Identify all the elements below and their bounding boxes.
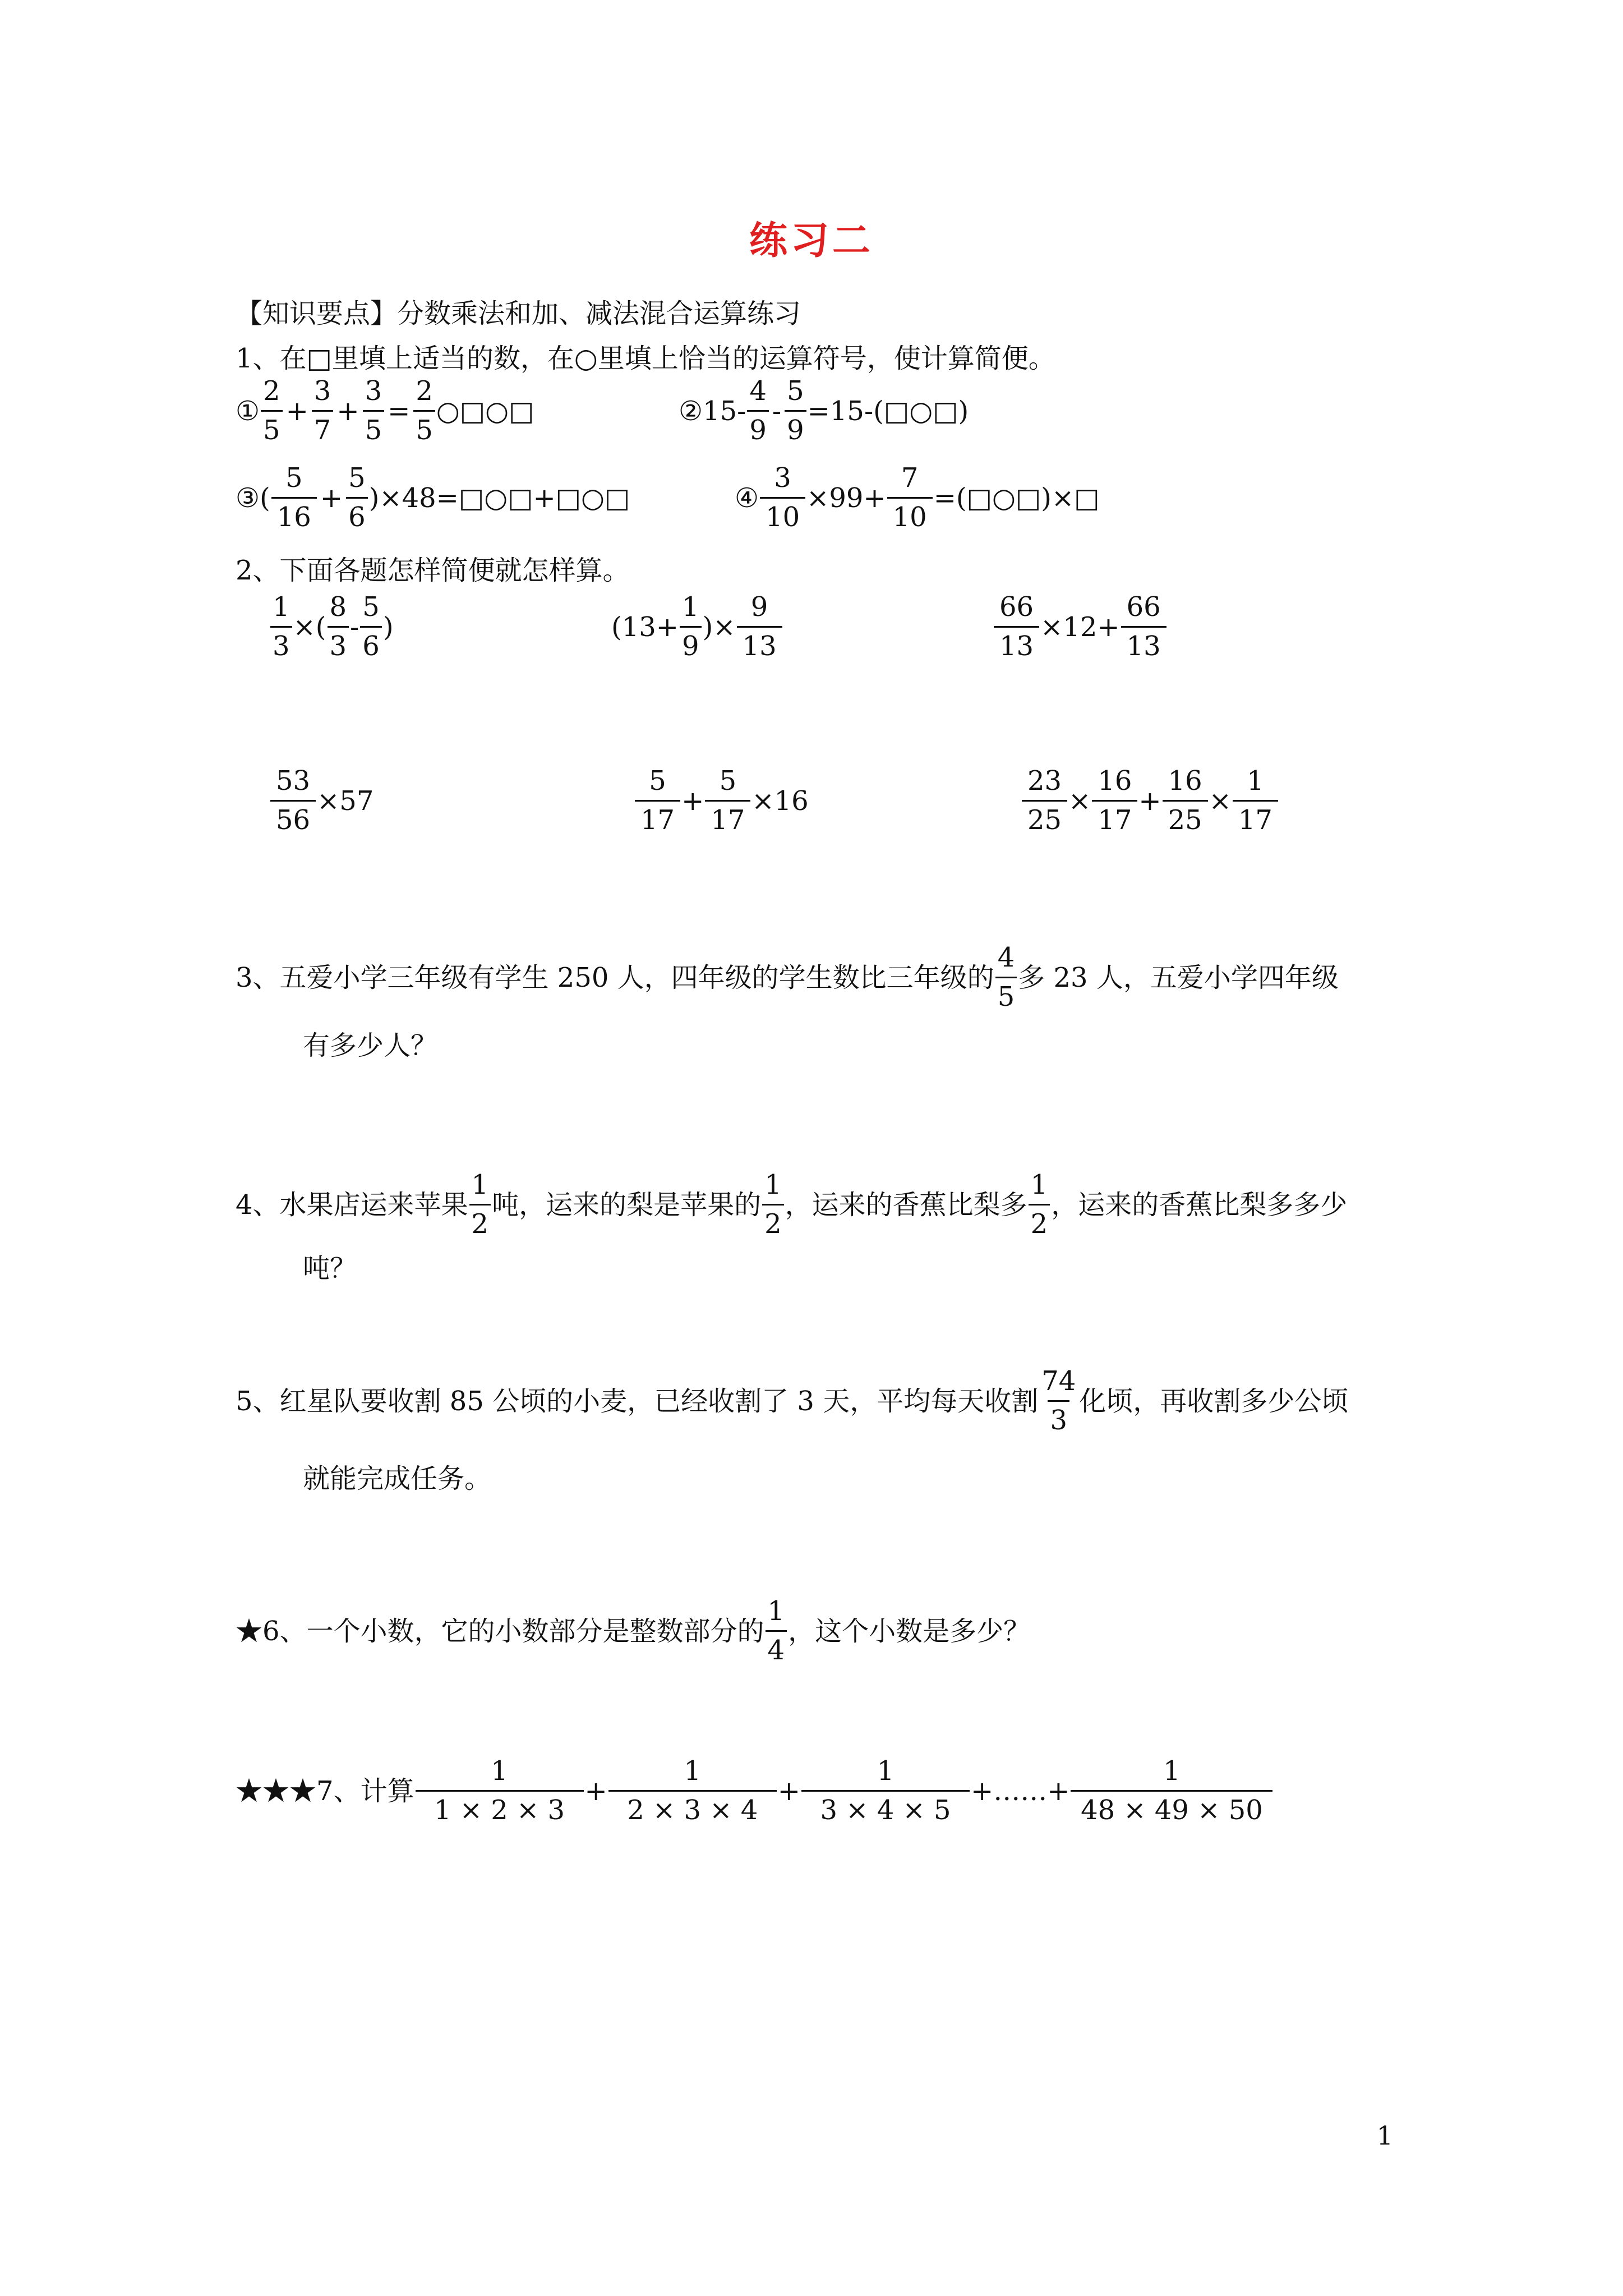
operator: =	[388, 395, 411, 427]
fraction: $\frac{1}{9}$	[680, 592, 702, 662]
operator: ×12+	[1040, 611, 1120, 643]
fraction: $\frac{74}{3}$	[1041, 1365, 1076, 1437]
operator: ×	[1209, 785, 1232, 817]
q2-expr-5	[634, 766, 809, 836]
operator: +	[777, 1775, 800, 1807]
question-text: ，运来的香蕉比梨多多少	[1051, 1189, 1348, 1221]
fraction: $\frac{16}{25}$	[1163, 766, 1208, 836]
q1-item-d	[735, 463, 1100, 533]
fraction: $\frac{1}{2}$	[469, 1170, 491, 1240]
q2-expr-4	[269, 766, 374, 836]
question-text: ★★★7、计算	[236, 1775, 414, 1807]
fraction: $\frac{5}{9}$	[785, 376, 806, 446]
fraction: $\frac{2}{5}$	[413, 376, 435, 446]
operator: ×(	[293, 611, 326, 643]
operator: +	[1138, 785, 1161, 817]
operator: +	[336, 395, 359, 427]
fraction: $\frac{5}{17}$	[705, 766, 750, 836]
question-6	[236, 1596, 1030, 1666]
fraction: $\frac{1}{1 \times 2 \times 3}$	[416, 1756, 584, 1826]
question-text: 5、红星队要收割 85 公顷的小麦，已经收割了 3 天，平均每天收割	[236, 1385, 1039, 1417]
q1-item-c	[236, 463, 630, 533]
fraction: $\frac{7}{10}$	[887, 463, 933, 533]
fraction: $\frac{5}{6}$	[360, 592, 382, 662]
fraction: $\frac{4}{5}$	[995, 942, 1017, 1013]
fraction: $\frac{1}{2 \times 3 \times 4}$	[608, 1756, 777, 1826]
operator: ×99+	[806, 482, 886, 514]
fraction: $\frac{3}{5}$	[363, 376, 385, 446]
fraction: $\frac{53}{56}$	[270, 766, 316, 836]
question-4-line-2: 吨？	[303, 1253, 357, 1284]
fraction: $\frac{1}{3 \times 4 \times 5}$	[801, 1756, 970, 1826]
operator: ×57	[317, 785, 374, 817]
blank-slots: =(□○□)×□	[933, 482, 1100, 514]
operator: -	[772, 395, 782, 427]
question-7	[236, 1756, 1274, 1826]
question-text: 多 23 人，五爱小学四年级	[1018, 961, 1339, 993]
item-mark: ④	[735, 482, 759, 514]
fraction: $\frac{8}{3}$	[328, 592, 349, 662]
fraction: $\frac{5}{6}$	[346, 463, 368, 533]
operator: (13+	[611, 611, 679, 643]
q2-expr-1	[269, 592, 394, 662]
item-mark: ②15-	[679, 395, 746, 427]
q1-item-a	[236, 376, 534, 446]
q2-expr-3	[993, 592, 1168, 662]
blank-slots: ○□○□	[436, 395, 534, 427]
fraction: $\frac{1}{3}$	[270, 592, 292, 662]
fraction: $\frac{1}{17}$	[1233, 766, 1278, 836]
question-5	[236, 1366, 1348, 1436]
question-text: ，这个小数是多少？	[788, 1615, 1031, 1647]
key-points: 【知识要点】分数乘法和加、减法混合运算练习	[236, 298, 801, 329]
question-text: ，运来的香蕉比梨多	[785, 1189, 1027, 1221]
fraction: $\frac{5}{17}$	[635, 766, 680, 836]
fraction: $\frac{4}{9}$	[747, 376, 769, 446]
operator: +……+	[970, 1775, 1070, 1807]
question-text: 吨，运来的梨是苹果的	[492, 1189, 762, 1221]
operator: )×	[702, 611, 736, 643]
operator: ×16	[751, 785, 809, 817]
operator: +	[285, 395, 308, 427]
item-mark: ①	[236, 395, 260, 427]
item-mark: ③(	[236, 482, 270, 514]
fraction: $\frac{1}{4}$	[766, 1596, 787, 1666]
question-5-line-2: 就能完成任务。	[303, 1463, 492, 1494]
fraction: $\frac{2}{5}$	[261, 376, 283, 446]
page-title: 练习二	[749, 218, 874, 263]
fraction: $\frac{16}{17}$	[1092, 766, 1137, 836]
question-4	[236, 1170, 1347, 1240]
operator: +	[681, 785, 704, 817]
operator: )	[382, 611, 394, 643]
blank-slots: )×48=□○□+□○□	[368, 482, 630, 514]
question-text: ★6、一个小数，它的小数部分是整数部分的	[236, 1615, 764, 1647]
question-text: 3、五爱小学三年级有学生 250 人，四年级的学生数比三年级的	[236, 961, 994, 993]
question-2-text: 2、下面各题怎样简便就怎样算。	[236, 555, 630, 586]
question-1-text: 1、在□里填上适当的数，在○里填上恰当的运算符号，使计算简便。	[236, 343, 1055, 374]
fraction: $\frac{1}{48 \times 49 \times 50}$	[1071, 1756, 1272, 1826]
question-text: 4、水果店运来苹果	[236, 1189, 468, 1221]
operator: -	[350, 611, 359, 643]
fraction: $\frac{1}{2}$	[762, 1170, 784, 1240]
fraction: $\frac{3}{10}$	[760, 463, 805, 533]
q2-expr-6	[1021, 766, 1279, 836]
question-text: 化顷，再收割多少公顷	[1079, 1385, 1349, 1417]
fraction: $\frac{1}{2}$	[1029, 1170, 1050, 1240]
operator: +	[320, 482, 343, 514]
question-3-line-2: 有多少人？	[303, 1030, 438, 1061]
q2-expr-2	[611, 592, 783, 662]
question-3	[236, 942, 1339, 1013]
fraction: $\frac{66}{13}$	[1121, 592, 1166, 662]
fraction: $\frac{5}{16}$	[271, 463, 317, 533]
operator: +	[584, 1775, 607, 1807]
fraction: $\frac{23}{25}$	[1022, 766, 1067, 836]
blank-slots: =15-(□○□)	[807, 395, 969, 427]
fraction: $\frac{9}{13}$	[737, 592, 782, 662]
fraction: $\frac{66}{13}$	[994, 592, 1039, 662]
page-number: 1	[1376, 2120, 1393, 2151]
q1-item-b	[679, 376, 969, 446]
operator: ×	[1068, 785, 1091, 817]
fraction: $\frac{3}{7}$	[312, 376, 334, 446]
